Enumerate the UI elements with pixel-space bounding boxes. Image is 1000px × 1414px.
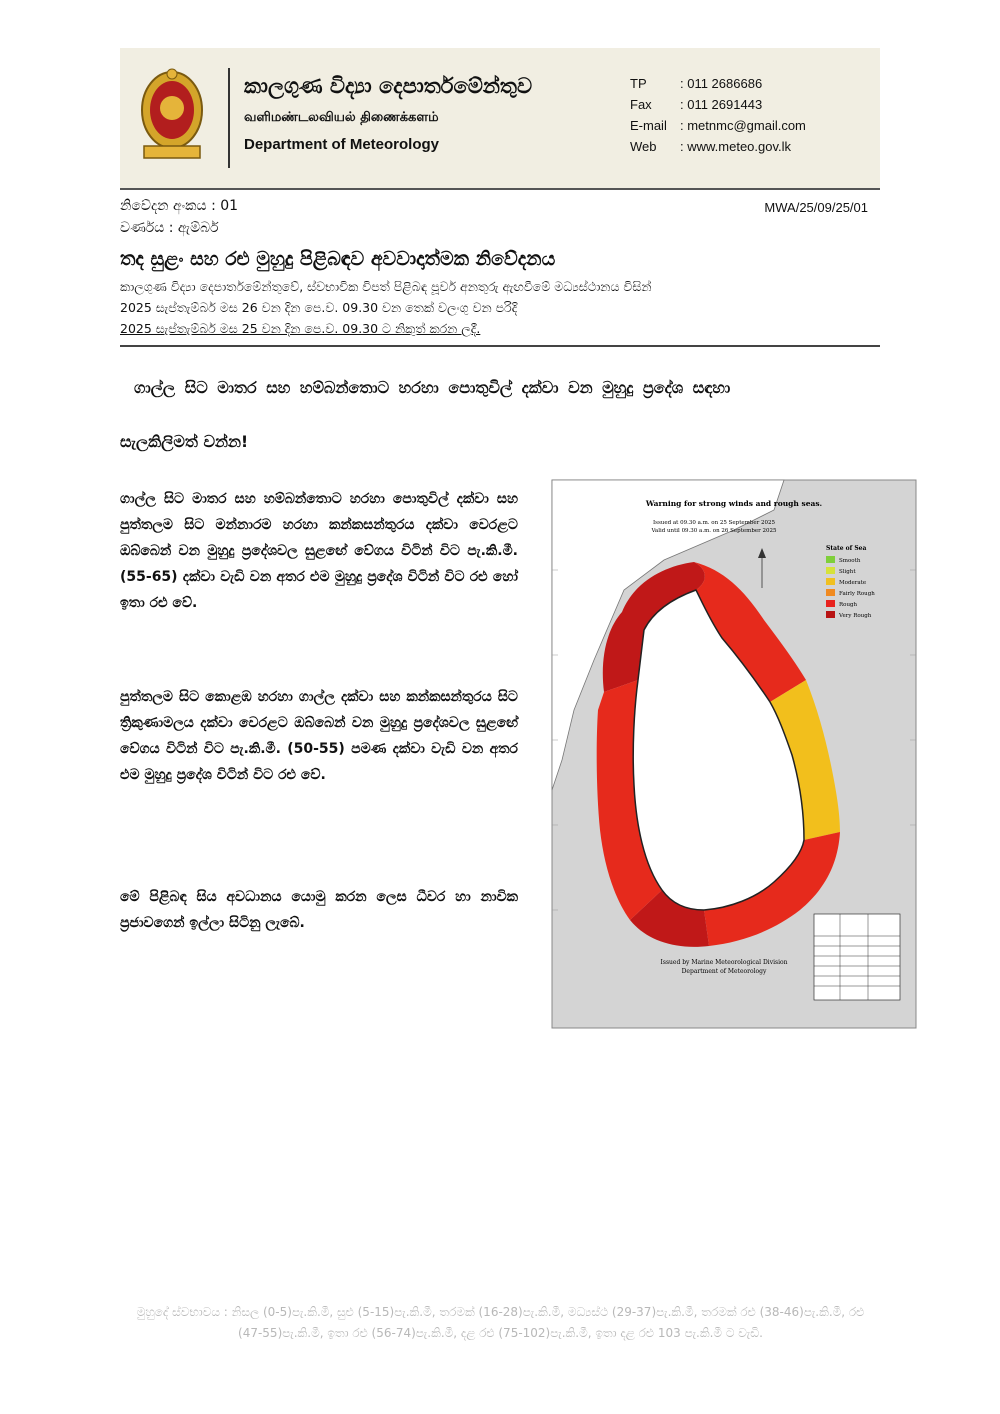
sea-state-footer: මුහුදේ ස්වභාවය : නිසල (0-5)පැ.කි.මී, සුළු (5-15)පැ.කි.මී, තරමක් (16-28)පැ.කි.මී, මධ්‍යස්ථ (29-37)පැ.කි.මී, තරමක් රළු (38-46)පැ.කි.මී, රළු (47-55)පැ.කි.මී, ඉතා රළු (56-74)පැ.කි.මී, දළ රළු (75-102)පැ.කි.මී, ඉතා දළ රළු 103 පැ.කි.මී ට වැඩි.	[136, 1305, 865, 1340]
warning-paragraph: පුත්තලම සිට කොළඹ හරහා ගාල්ල දක්වා සහ කන්කසන්තුරය සිට ත්‍රිකුණාමලය දක්වා වෙරළට ඔබ්බෙන් වන මුහුදු ප්‍රදේශවල සුළඟේ වේගය විටින් විට පැ.කි.මී. (50-55) පමණ දක්වා වැඩි වන අතර එම මුහුදු ප්‍රදේශ විටින් විට රළු වේ.	[120, 689, 518, 783]
legend-label-rough: Rough	[839, 602, 858, 608]
sea-state-map	[534, 470, 934, 1038]
legend-label-slight: Slight	[839, 569, 856, 575]
legend-swatch-rough	[826, 600, 835, 607]
department-name-sinhala: කාලගුණ විද්‍යා දෙපාර්තමේන්තුව	[244, 74, 533, 98]
map-issuer: Issued by Marine Meteorological Division	[660, 959, 788, 966]
valid-until: 2025 සැප්තැම්බර් මස 26 වන දින පෙ.ව. 09.30 වන තෙක් වලංගු වන පරිදි	[120, 300, 518, 315]
contact-row: TP : 011 2686686	[630, 76, 763, 91]
national-emblem-icon	[138, 66, 206, 162]
legend-label-moderate: Moderate	[839, 580, 867, 586]
map-department: Department of Meteorology	[681, 968, 767, 975]
advisory-paragraph: මේ පිළිබඳ සිය අවධානය යොමු කරන ලෙස ධීවර හා නාවික ප්‍රජාවගෙන් ඉල්ලා සිටිනු ලැබේ.	[120, 889, 518, 931]
legend-swatch-fairly-rough	[826, 589, 835, 596]
issued-by: කාලගුණ විද්‍යා දෙපාර්තමේන්තුවේ, ස්වභාවික විපත් පිළිබඳ පූර්ව අනතුරු ඇඟවීමේ මධ්‍යස්ථානය විසින්	[120, 279, 652, 294]
contact-row: Web : www.meteo.gov.lk	[630, 139, 792, 154]
warning-paragraph: ගාල්ල සිට මාතර සහ හම්බන්තොට හරහා පොතුවිල් දක්වා සහ පුත්තලම සිට මන්නාරම හරහා කන්කසන්තුරය දක්වා වෙරළට ඔබ්බෙන් වන මුහුදු ප්‍රදේශවල සුළඟේ වේගය විටින් විට පැ.කි.මී. (55-65) දක්වා වැඩි වන අතර එම මුහුදු ප්‍රදේශ විටින් විට රළු හෝ ඉතා රළු වේ.	[120, 491, 518, 611]
notice-meta	[120, 198, 238, 242]
legend-label-fairly-rough: Fairly Rough	[839, 591, 875, 597]
affected-area-headline: ගාල්ල සිට මාතර සහ හම්බන්තොට හරහා පොතුවිල් දක්වා වන මුහුදු ප්‍රදේශ සඳහා	[134, 378, 731, 397]
section-divider	[120, 345, 880, 347]
legend-title: State of Sea	[826, 545, 867, 552]
caution-text: සැලකිලිමත් වන්න!	[120, 432, 249, 451]
contact-row: E-mail : metnmc@gmail.com	[630, 118, 806, 133]
legend-label-smooth: Smooth	[839, 558, 861, 564]
department-name-english: Department of Meteorology	[244, 136, 440, 153]
contact-details	[630, 76, 806, 160]
issue-details	[120, 276, 652, 339]
legend-swatch-smooth	[826, 556, 835, 563]
legend-swatch-very-rough	[826, 611, 835, 618]
issued-on: 2025 සැප්තැම්බර් මස 25 වන දින පෙ.ව. 09.30 ට නිකුත් කරන ලදී.	[120, 321, 481, 336]
map-valid-line: Valid until 09.30 a.m. on 26 September 2025	[651, 528, 777, 534]
notice-reference: MWA/25/09/25/01	[764, 200, 868, 215]
letterhead	[120, 48, 880, 190]
notice-title: තද සුළං සහ රළු මුහුදු පිළිබඳව අවවාදාත්මක නිවේදනය	[120, 248, 556, 270]
notice-color-category: වර්ණය : ඇම්බර්	[120, 220, 219, 236]
contact-row: Fax : 011 2691443	[630, 97, 763, 112]
header-divider	[228, 68, 230, 168]
map-issued-line: Issued at 09.30 a.m. on 25 September 2025	[652, 520, 776, 526]
department-name-tamil: வளிமண்டலவியல் திணைக்களம்	[244, 110, 439, 125]
legend-swatch-moderate	[826, 578, 835, 585]
wind-speed-table	[814, 914, 900, 1000]
legend-swatch-slight	[826, 567, 835, 574]
notice-number: නිවේදන අංකය : 01	[120, 198, 239, 214]
map-title: Warning for strong winds and rough seas.	[645, 499, 823, 508]
legend-label-very-rough: Very Rough	[839, 613, 872, 619]
